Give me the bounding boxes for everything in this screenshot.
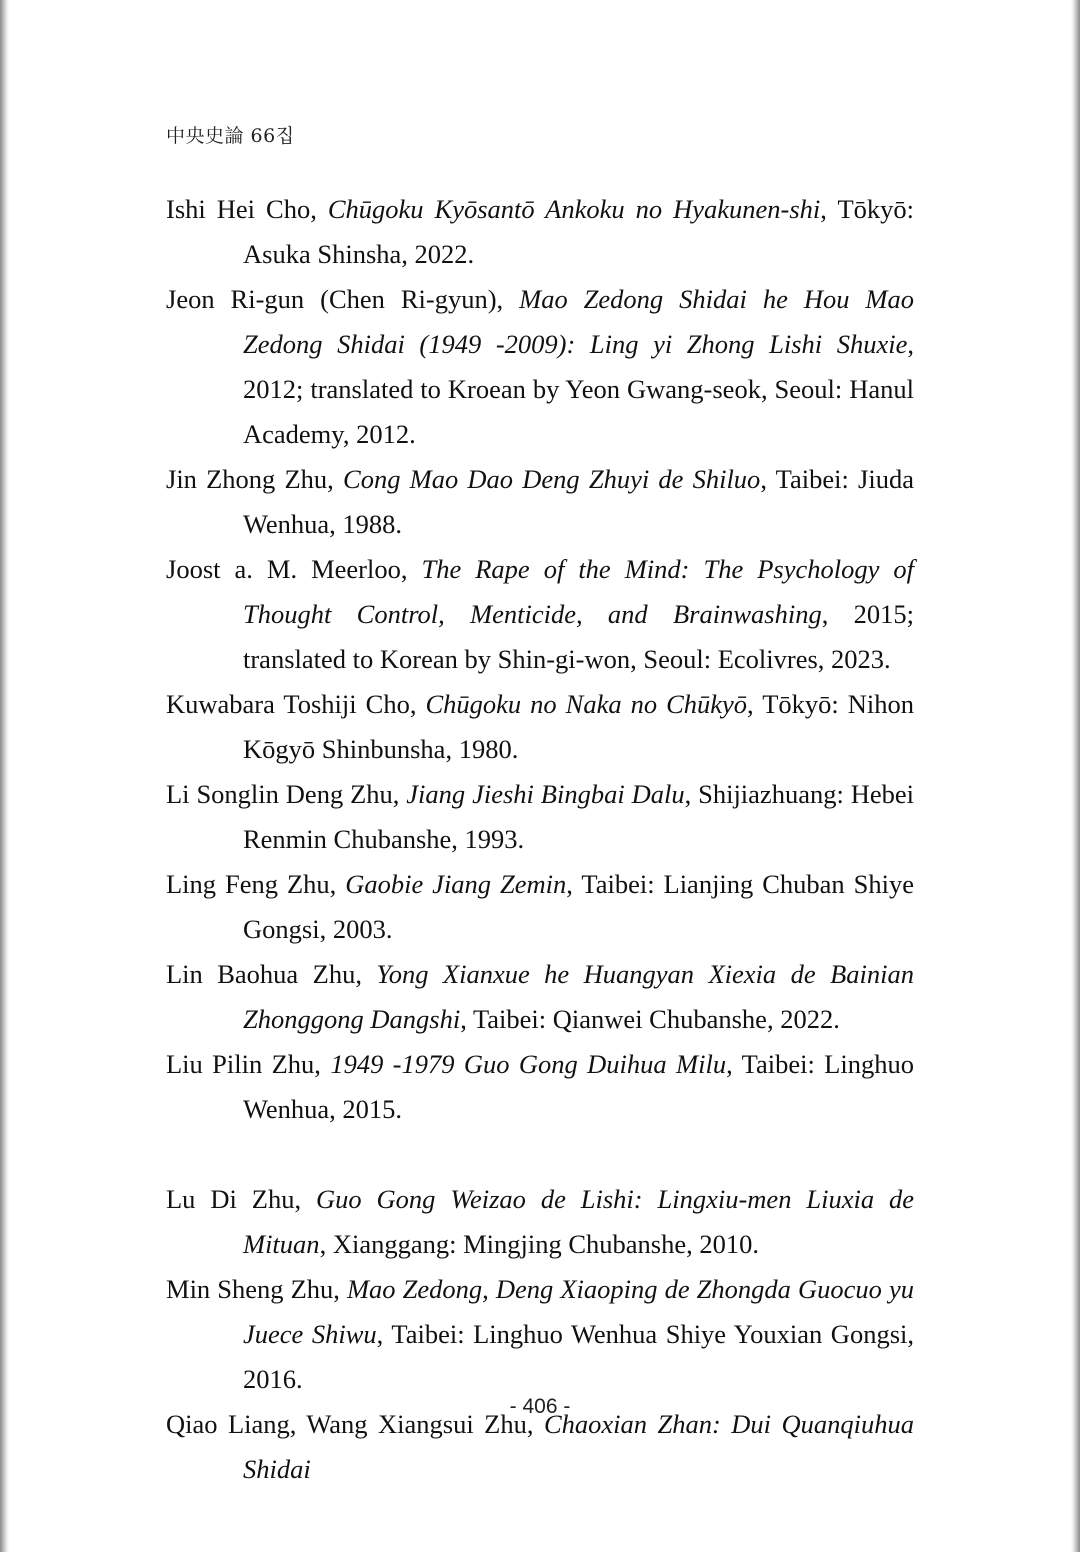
entry-title: Gaobie Jiang Zemin — [345, 869, 567, 899]
entry-author: Jeon Ri-gun (Chen Ri-gyun), — [166, 284, 520, 314]
bibliography-entry — [166, 862, 914, 952]
page-right-edge — [1071, 0, 1080, 1552]
bibliography-entry — [166, 457, 914, 547]
entry-title: 1949 -1979 Guo Gong Duihua Milu — [330, 1049, 727, 1079]
entry-author: Ling Feng Zhu, — [166, 869, 346, 899]
entry-title: Chaoxian Zhan: Dui Quanqiuhua Shidai — [243, 1409, 914, 1484]
entry-publication: , Xianggang: Mingjing Chubanshe, 2010. — [319, 1229, 759, 1259]
entry-publication: , Shijiazhuang: Hebei Renmin Chubanshe, 1993. — [243, 779, 914, 854]
entry-title: Cong Mao Dao Deng Zhuyi de Shiluo — [343, 464, 761, 494]
page-left-edge — [0, 0, 9, 1552]
entry-title: Jiang Jieshi Bingbai Dalu — [406, 779, 685, 809]
entry-publication: , 2012; translated to Kroean by Yeon Gwang-seok, Seoul: Hanul Academy, 2012. — [243, 329, 914, 449]
entry-title: Chūgoku Kyōsantō Ankoku no Hyakunen-shi — [327, 194, 821, 224]
bibliography-entry — [166, 277, 914, 457]
entry-author: Min Sheng Zhu, — [166, 1274, 347, 1304]
entry-title: Mao Zedong, Deng Xiaoping de Zhongda Guocuo yu Juece Shiwu — [243, 1274, 914, 1349]
bibliography-entry — [166, 682, 914, 772]
page-number: - 406 - — [509, 1395, 571, 1418]
entry-publication: , Tōkyō: Asuka Shinsha, 2022. — [243, 194, 914, 269]
entry-author: Lin Baohua Zhu, — [166, 959, 377, 989]
entry-publication: , Taibei: Qianwei Chubanshe, 2022. — [460, 1004, 840, 1034]
entry-author: Ishi Hei Cho, — [166, 194, 328, 224]
bibliography-entry — [166, 1177, 914, 1267]
entry-title: Yong Xianxue he Huangyan Xiexia de Bainian Zhonggong Dangshi — [243, 959, 914, 1034]
bibliography-entry — [166, 772, 914, 862]
entry-author: Lu Di Zhu, — [166, 1184, 316, 1214]
entry-publication: , Taibei: Linghuo Wenhua, 2015. — [243, 1049, 914, 1124]
entry-title: Mao Zedong Shidai he Hou Mao Zedong Shidai (1949 -2009): Ling yi Zhong Lishi Shuxie — [243, 284, 914, 359]
running-head: 中央史論 66집 — [166, 125, 295, 147]
entry-title: The Rape of the Mind: The Psychology of Thought Control, Menticide, and Brainwashing — [243, 554, 914, 629]
bibliography-entry — [166, 1042, 914, 1132]
bibliography-list — [166, 187, 914, 1492]
entry-title: Chūgoku no Naka no Chūkyō — [425, 689, 748, 719]
entry-author: Li Songlin Deng Zhu, — [166, 779, 407, 809]
bibliography-entry — [166, 187, 914, 277]
entry-author: Liu Pilin Zhu, — [166, 1049, 331, 1079]
entry-publication: , Taibei: Lianjing Chuban Shiye Gongsi, 2003. — [243, 869, 914, 944]
entry-author: Jin Zhong Zhu, — [166, 464, 344, 494]
entry-publication: , Tōkyō: Nihon Kōgyō Shinbunsha, 1980. — [243, 689, 914, 764]
entry-title: Guo Gong Weizao de Lishi: Lingxiu-men Liuxia de Mituan — [243, 1184, 915, 1259]
entry-author: Qiao Liang, Wang Xiangsui Zhu, — [166, 1409, 544, 1439]
bibliography-entry — [166, 952, 914, 1042]
entry-publication: , Taibei: Linghuo Wenhua Shiye Youxian Gongsi, 2016. — [243, 1319, 914, 1394]
bibliography-entry — [166, 1267, 914, 1402]
entry-author: Joost a. M. Meerloo, — [166, 554, 422, 584]
entry-publication: , Taibei: Jiuda Wenhua, 1988. — [243, 464, 914, 539]
entry-author: Kuwabara Toshiji Cho, — [166, 689, 426, 719]
bibliography-entry — [166, 547, 914, 682]
entry-publication: , 2015; translated to Korean by Shin-gi-won, Seoul: Ecolivres, 2023. — [243, 599, 914, 674]
